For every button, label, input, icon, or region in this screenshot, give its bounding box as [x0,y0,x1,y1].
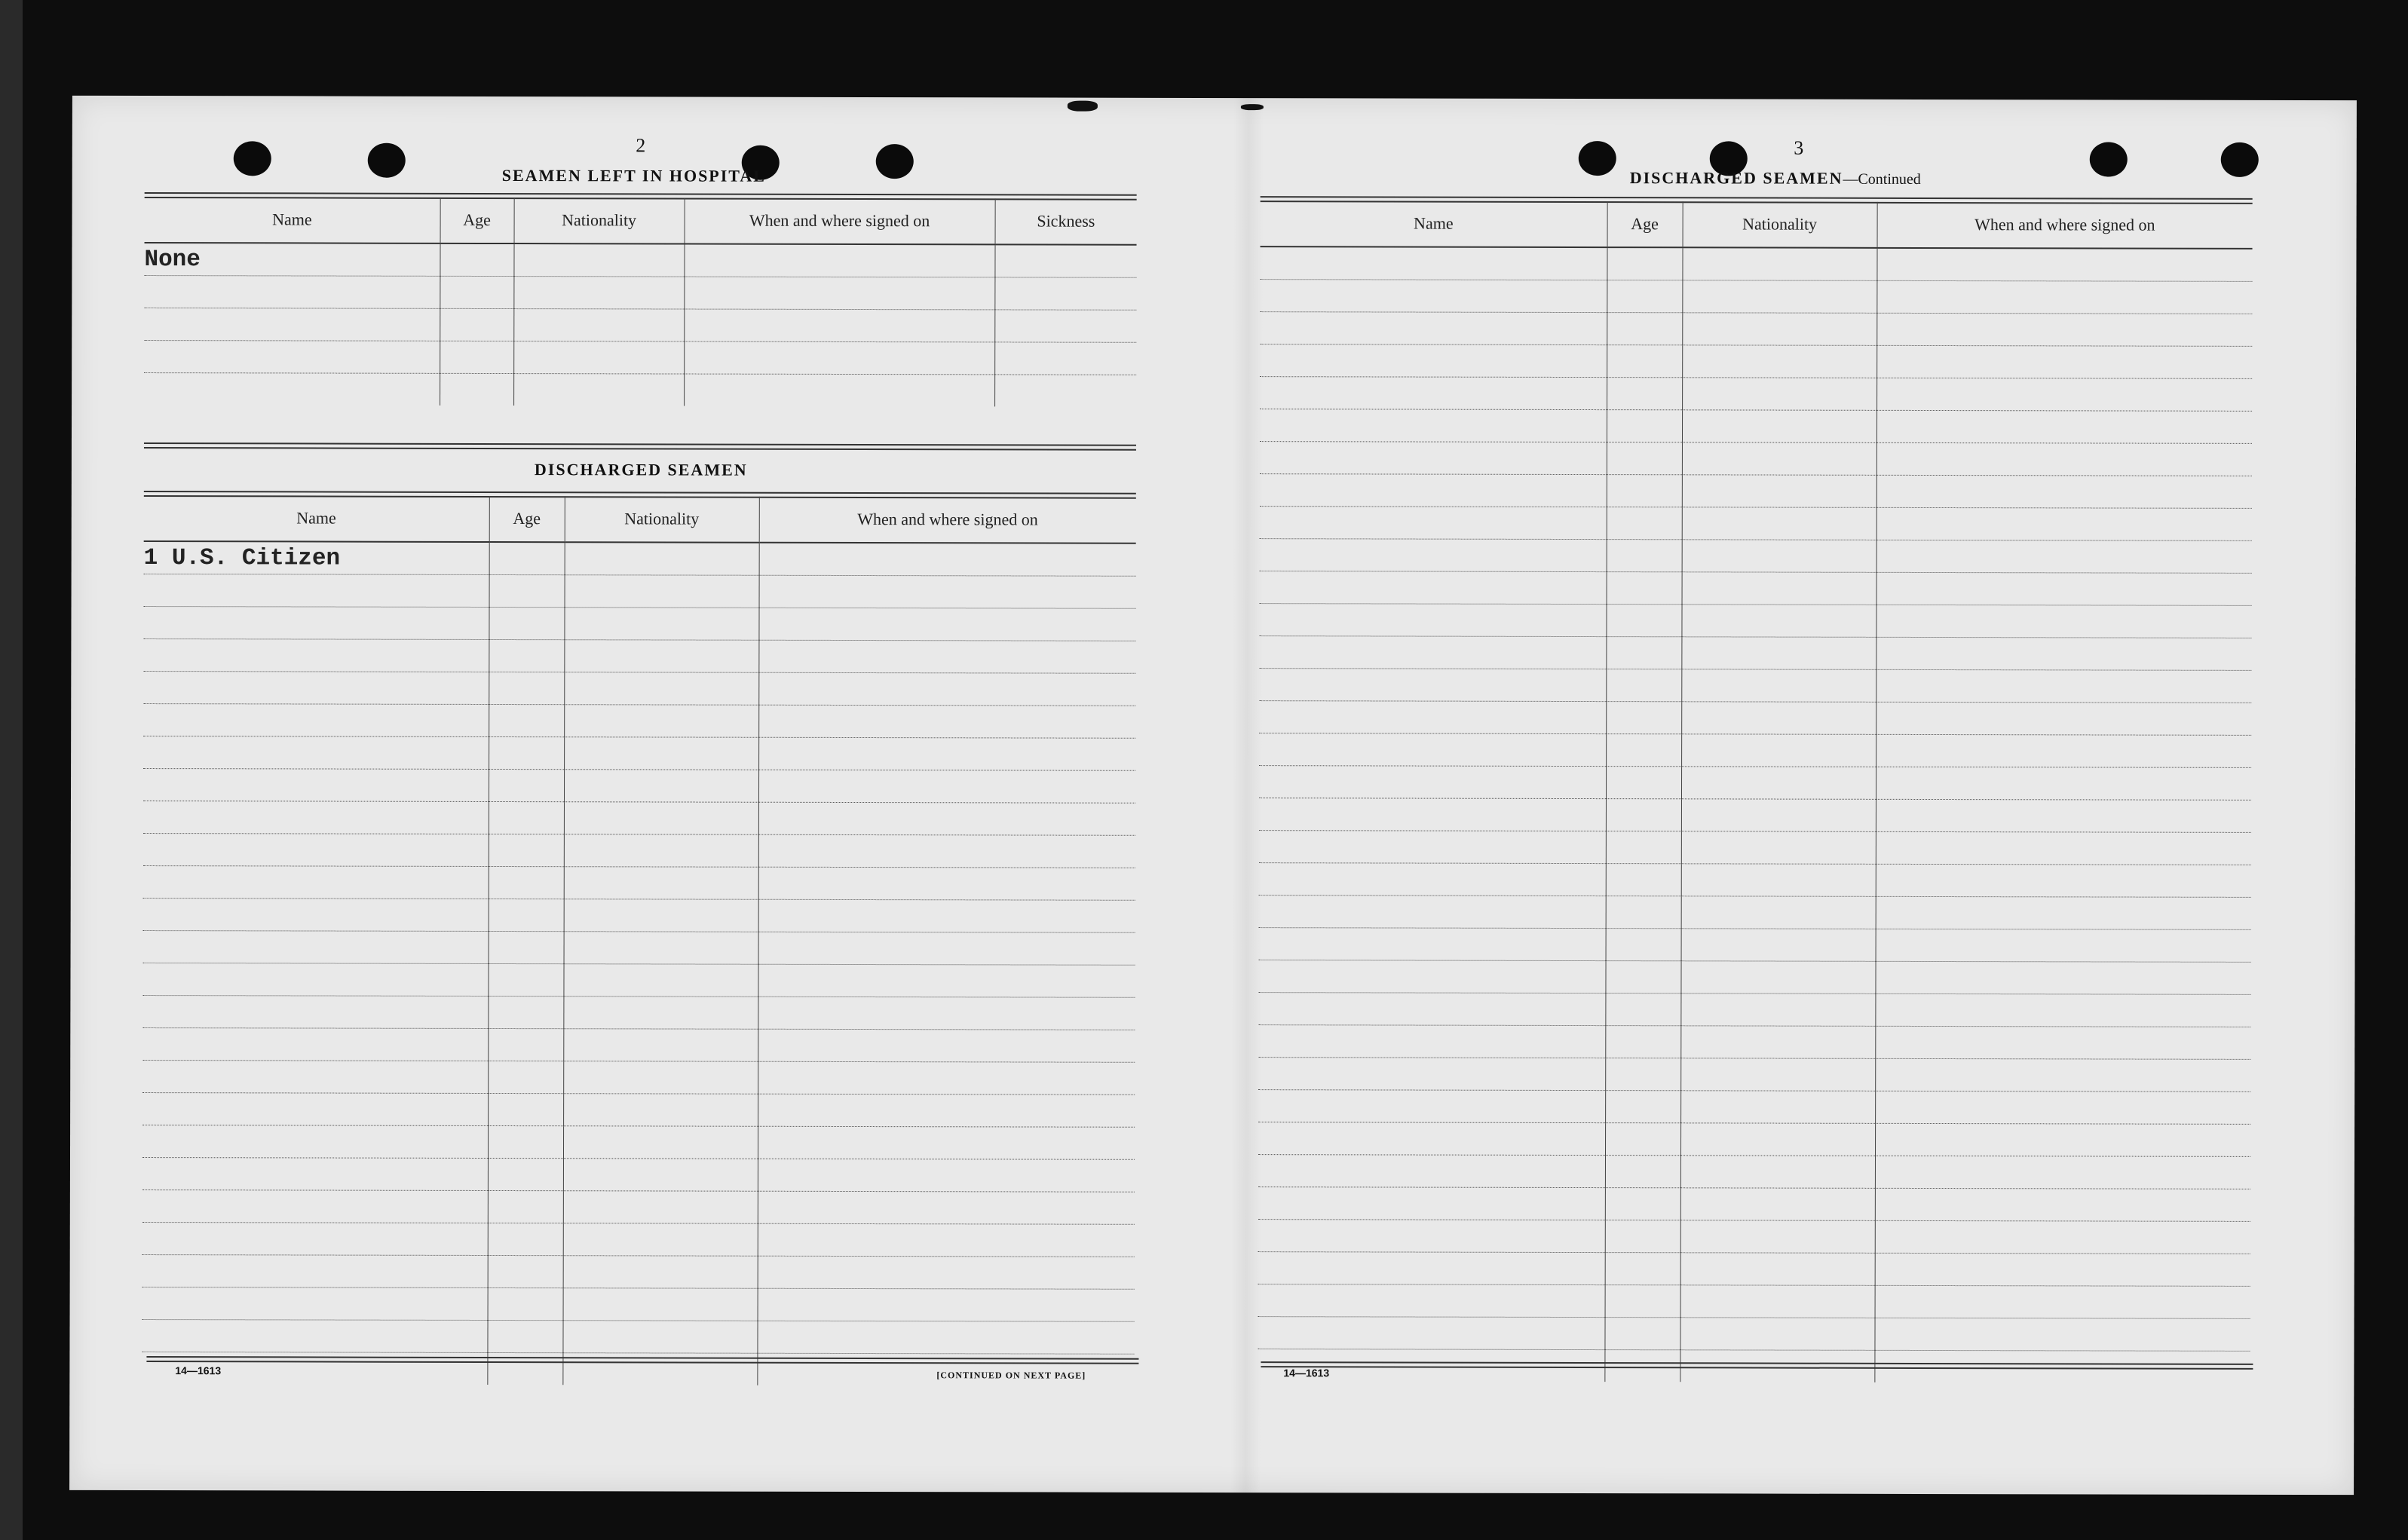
cell-name: None [144,243,440,276]
table-row [143,801,1135,836]
table-row [1258,1252,2250,1287]
table-row [142,1190,1135,1225]
punch-hole [234,141,271,176]
table-row [143,931,1135,966]
column-header-age: Age [1607,201,1683,247]
table-row [1260,280,2252,314]
table-row [143,704,1135,739]
discharged-table [142,495,1135,1386]
table-row [142,963,1135,998]
section-title-suffix: —Continued [1843,170,1921,188]
table-row [144,541,1136,576]
section-title-hospital: SEAMEN LEFT IN HOSPITAL [501,166,766,185]
table-row [1260,409,2252,444]
table-row [1258,1122,2250,1157]
continued-note: [CONTINUED ON NEXT PAGE] [936,1370,1086,1381]
form-number: 14—1613 [1283,1367,1330,1379]
table-row [1258,1220,2250,1254]
scan-edge [0,0,23,1540]
table-row [1260,539,2252,574]
table-row [143,639,1135,674]
cell-signed-on [684,244,994,277]
table-row [1258,1155,2250,1189]
form-number: 14—1613 [175,1364,222,1377]
left-page [69,96,1248,1493]
column-header-signed-on: When and where signed on [1877,202,2253,249]
table-row [142,1028,1135,1063]
section-title-text: DISCHARGED SEAMEN [1629,168,1843,188]
table-row [1259,604,2251,638]
page-number: 2 [636,134,646,157]
punch-hole [1579,141,1616,176]
table-row [144,243,1136,277]
table-row [143,834,1135,868]
cell-nationality [565,542,759,575]
table-row [1259,798,2251,833]
table-row [142,1320,1134,1355]
table-row [143,899,1135,933]
table-row [1260,246,2252,281]
ink-smudge [1068,101,1098,112]
section-title-discharged: DISCHARGED SEAMEN [534,460,748,479]
cell-age [489,542,565,575]
table-row [143,672,1135,706]
table-row [1258,1090,2250,1125]
table-row [144,574,1136,609]
table-row [142,1158,1135,1193]
table-row [142,1287,1135,1322]
table-row [1260,474,2252,509]
column-header-age: Age [440,197,514,243]
table-row [143,866,1135,901]
table-row [144,373,1136,407]
punch-hole [876,144,914,179]
page-number: 3 [1794,136,1804,159]
table-row [1259,831,2251,865]
cell-age [440,243,513,277]
table-row [1260,507,2252,541]
cell-name: 1 U.S. Citizen [144,541,489,574]
table-row [144,341,1136,375]
table-row [1258,1025,2250,1060]
table-row [142,1093,1135,1128]
cell-signed-on [759,543,1136,577]
hospital-table [144,197,1137,407]
right-page [1245,98,2357,1495]
punch-hole [368,143,406,178]
column-header-nationality: Nationality [1683,201,1877,248]
table-row [1258,1317,2250,1352]
column-header-name: Name [145,197,440,243]
table-row [142,1125,1135,1160]
table-row [144,276,1136,311]
table-row [142,1223,1135,1257]
punch-hole [2221,142,2259,177]
table-row [1260,312,2252,347]
table-row [1259,766,2251,801]
cell-sickness [994,244,1136,277]
table-row [1258,1187,2250,1222]
ink-smudge [1241,104,1264,110]
table-row [1259,928,2251,963]
table-row [1260,377,2252,412]
column-header-nationality: Nationality [565,496,759,543]
table-row [1258,960,2250,995]
table-row [1259,636,2251,671]
column-header-nationality: Nationality [514,197,685,243]
table-row [1259,863,2251,898]
table-row [1258,1058,2250,1092]
table-row [1259,669,2251,703]
section-divider [144,442,1136,451]
table-row [1260,344,2252,379]
table-row [1260,571,2252,606]
discharged-continued-table [1258,201,2252,1383]
table-row [1259,701,2251,736]
column-header-age: Age [489,496,565,542]
punch-hole [2090,142,2128,176]
column-header-name: Name [144,495,489,542]
table-row [143,607,1135,641]
table-row [143,769,1135,804]
table-row [142,1255,1135,1290]
table-row [1259,896,2251,930]
table-row [142,996,1135,1030]
table-row [1258,1284,2250,1319]
column-header-signed-on: When and where signed on [685,198,995,245]
table-row [144,308,1136,343]
column-header-name: Name [1261,201,1607,247]
column-header-sickness: Sickness [995,198,1137,244]
column-header-signed-on: When and where signed on [759,497,1136,543]
table-row [143,736,1135,771]
table-row [1260,442,2252,476]
table-row [1259,733,2251,768]
table-row [1258,993,2250,1027]
table-row [142,1061,1135,1095]
section-title-discharged-continued [1630,168,1921,188]
cell-nationality [513,243,684,277]
manifest-sheet [69,96,2357,1495]
